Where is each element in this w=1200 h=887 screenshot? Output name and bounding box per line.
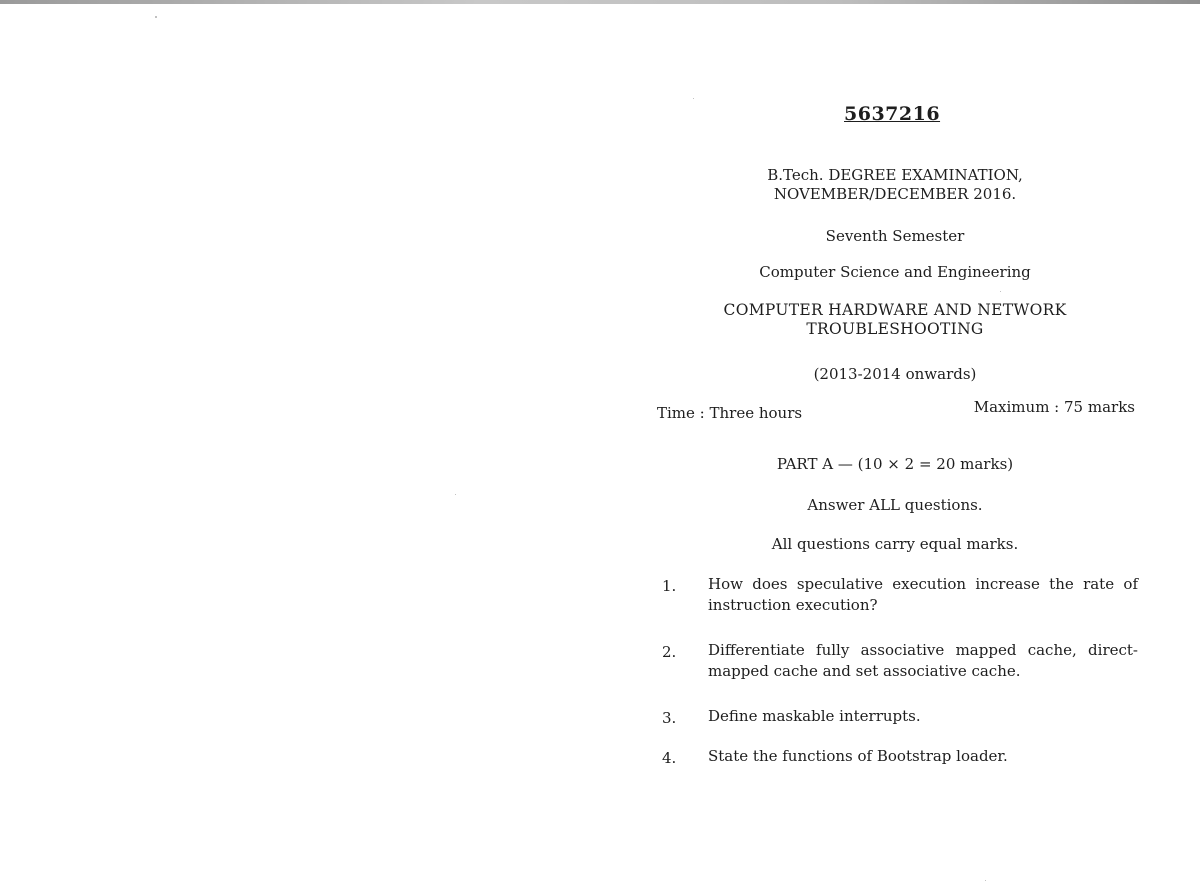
exam-duration: Time : Three hours <box>657 404 803 422</box>
question-text: How does speculative execution increase the rate of instruction execution? <box>708 575 1138 614</box>
exam-title <box>655 166 1135 204</box>
maximum-marks: Maximum : 75 marks <box>973 398 1135 416</box>
question-text: Differentiate fully associative mapped cache, direct-mapped cache and set associative cache. <box>708 641 1138 680</box>
scan-top-edge <box>0 0 1200 4</box>
question-number: 4. <box>662 749 677 767</box>
scan-speck <box>455 494 456 495</box>
exam-title-line-2: NOVEMBER/DECEMBER 2016. <box>773 185 1017 203</box>
scheme: (2013-2014 onwards) <box>813 365 977 383</box>
question-number: 1. <box>662 577 677 595</box>
scan-speck <box>155 16 157 18</box>
question-number: 2. <box>662 643 677 661</box>
semester: Seventh Semester <box>825 227 965 245</box>
department: Computer Science and Engineering <box>759 263 1031 281</box>
course-title-line-2: TROUBLESHOOTING <box>806 320 984 338</box>
instruction-answer-all: Answer ALL questions. <box>807 496 983 514</box>
course-title <box>655 301 1135 339</box>
scan-speck <box>693 98 694 99</box>
part-a-heading: PART A — (10 × 2 = 20 marks) <box>776 455 1014 473</box>
scan-speck <box>1000 291 1001 292</box>
course-title-line-1: COMPUTER HARDWARE AND NETWORK <box>723 301 1067 319</box>
paper-code: 5637216 <box>844 103 941 125</box>
instruction-equal-marks: All questions carry equal marks. <box>771 535 1019 553</box>
exam-title-line-1: B.Tech. DEGREE EXAMINATION, <box>767 166 1023 184</box>
question-text: State the functions of Bootstrap loader. <box>708 747 1008 765</box>
question-text: Define maskable interrupts. <box>708 707 921 725</box>
question-number: 3. <box>662 709 677 727</box>
scan-speck <box>985 880 986 881</box>
